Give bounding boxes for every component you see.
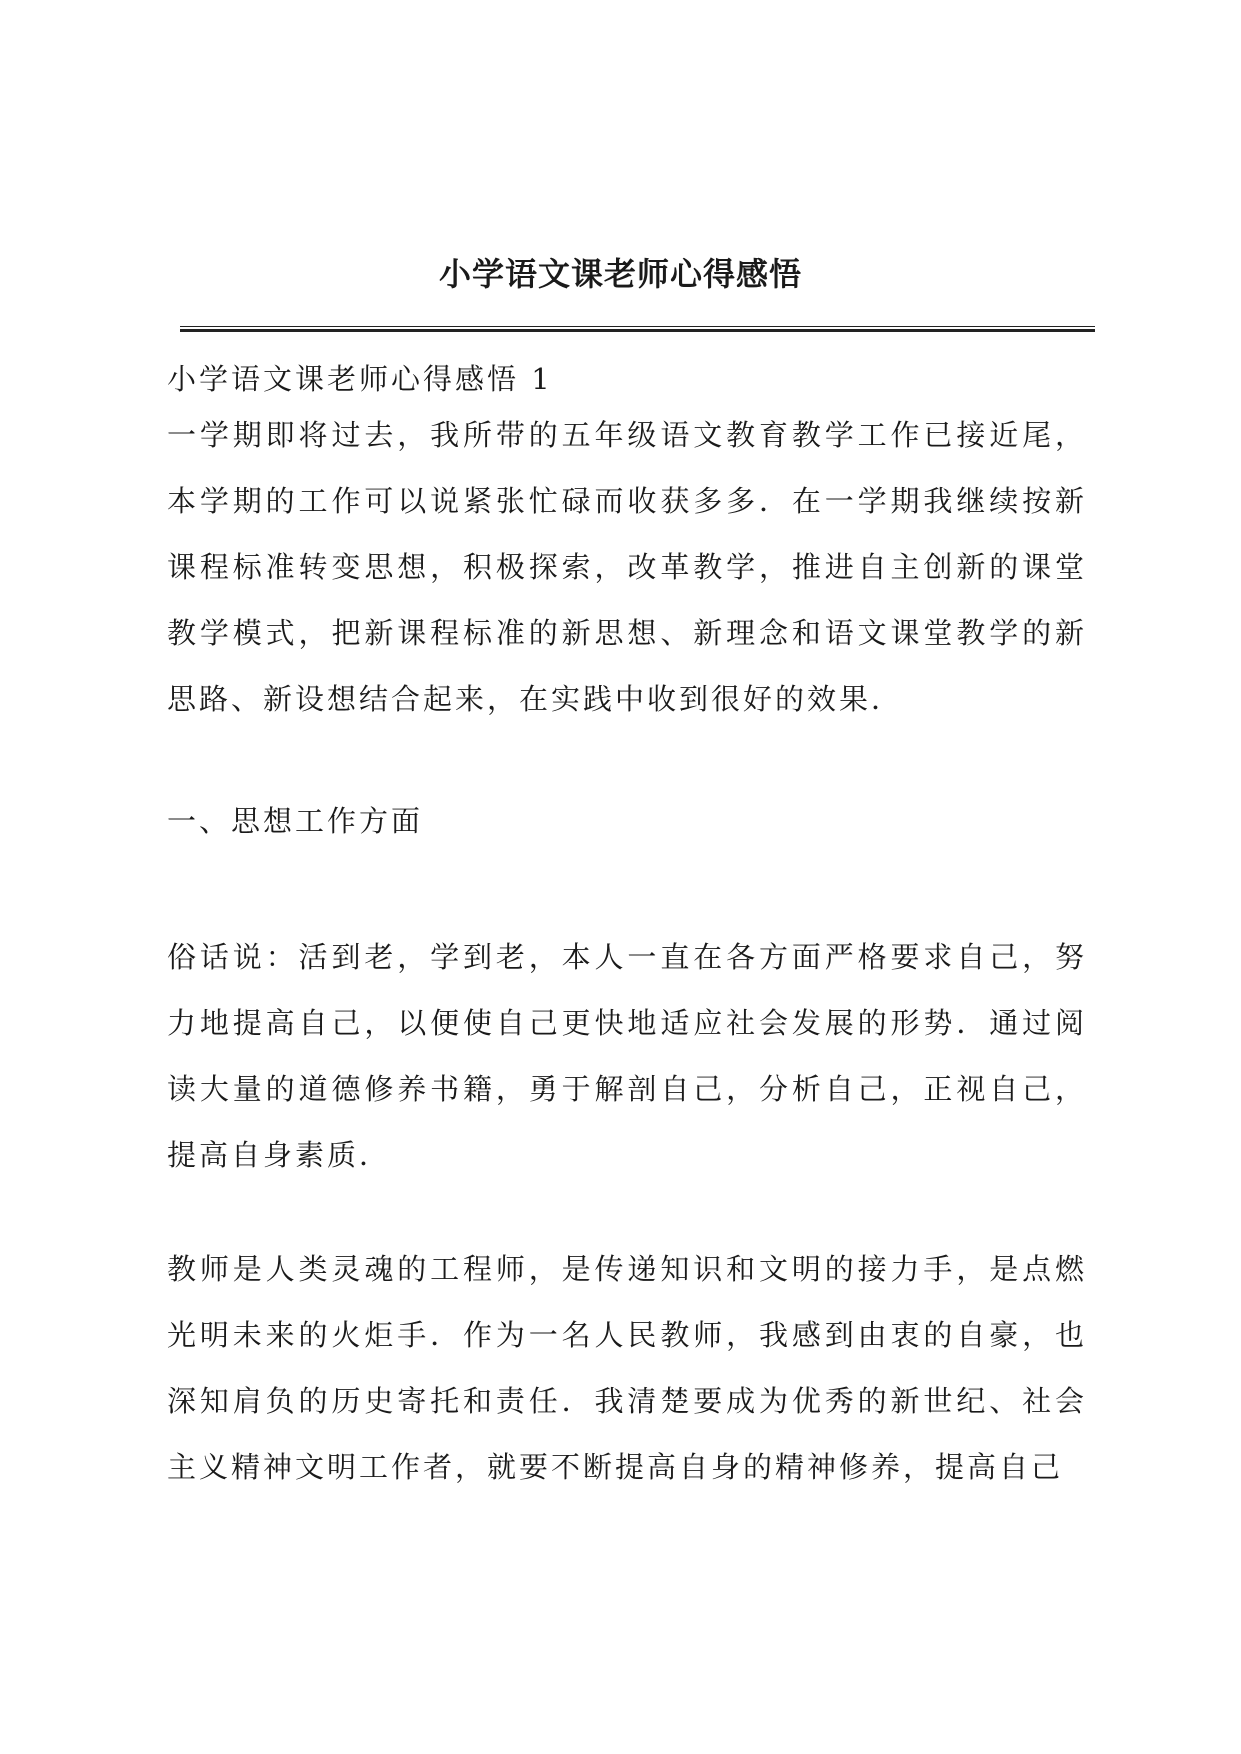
paragraph-block-1 bbox=[167, 402, 1087, 732]
paragraph-block-3 bbox=[167, 1236, 1087, 1500]
paragraph-block-2 bbox=[167, 924, 1087, 1188]
section-heading: 一、思想工作方面 bbox=[167, 804, 424, 838]
document-title: 小学语文课老师心得感悟 bbox=[438, 255, 802, 293]
paragraph-2: 俗话说：活到老，学到老，本人一直在各方面严格要求自己，努力地提高自己，以便使自己更快地适应社会发展的形势．通过阅读大量的道德修养书籍，勇于解剖自己，分析自己，正视自己，提高自身素质． bbox=[167, 940, 1087, 1172]
title-double-rule bbox=[180, 326, 1095, 332]
paragraph-1: 一学期即将过去，我所带的五年级语文教育教学工作已接近尾，本学期的工作可以说紧张忙碌而收获多多．在一学期我继续按新课程标准转变思想，积极探索，改革教学，推进自主创新的课堂教学模式，把新课程标准的新思想、新理念和语文课堂教学的新思路、新设想结合起来，在实践中收到很好的效果． bbox=[167, 418, 1087, 716]
section-subtitle: 小学语文课老师心得感悟 1 bbox=[167, 362, 553, 396]
paragraph-3: 教师是人类灵魂的工程师，是传递知识和文明的接力手，是点燃光明未来的火炬手．作为一名人民教师，我感到由衷的自豪，也深知肩负的历史寄托和责任．我清楚要成为优秀的新世纪、社会主义精神文明工作者，就要不断提高自身的精神修养，提高自己 bbox=[167, 1252, 1087, 1484]
section-heading-block bbox=[167, 788, 1087, 854]
